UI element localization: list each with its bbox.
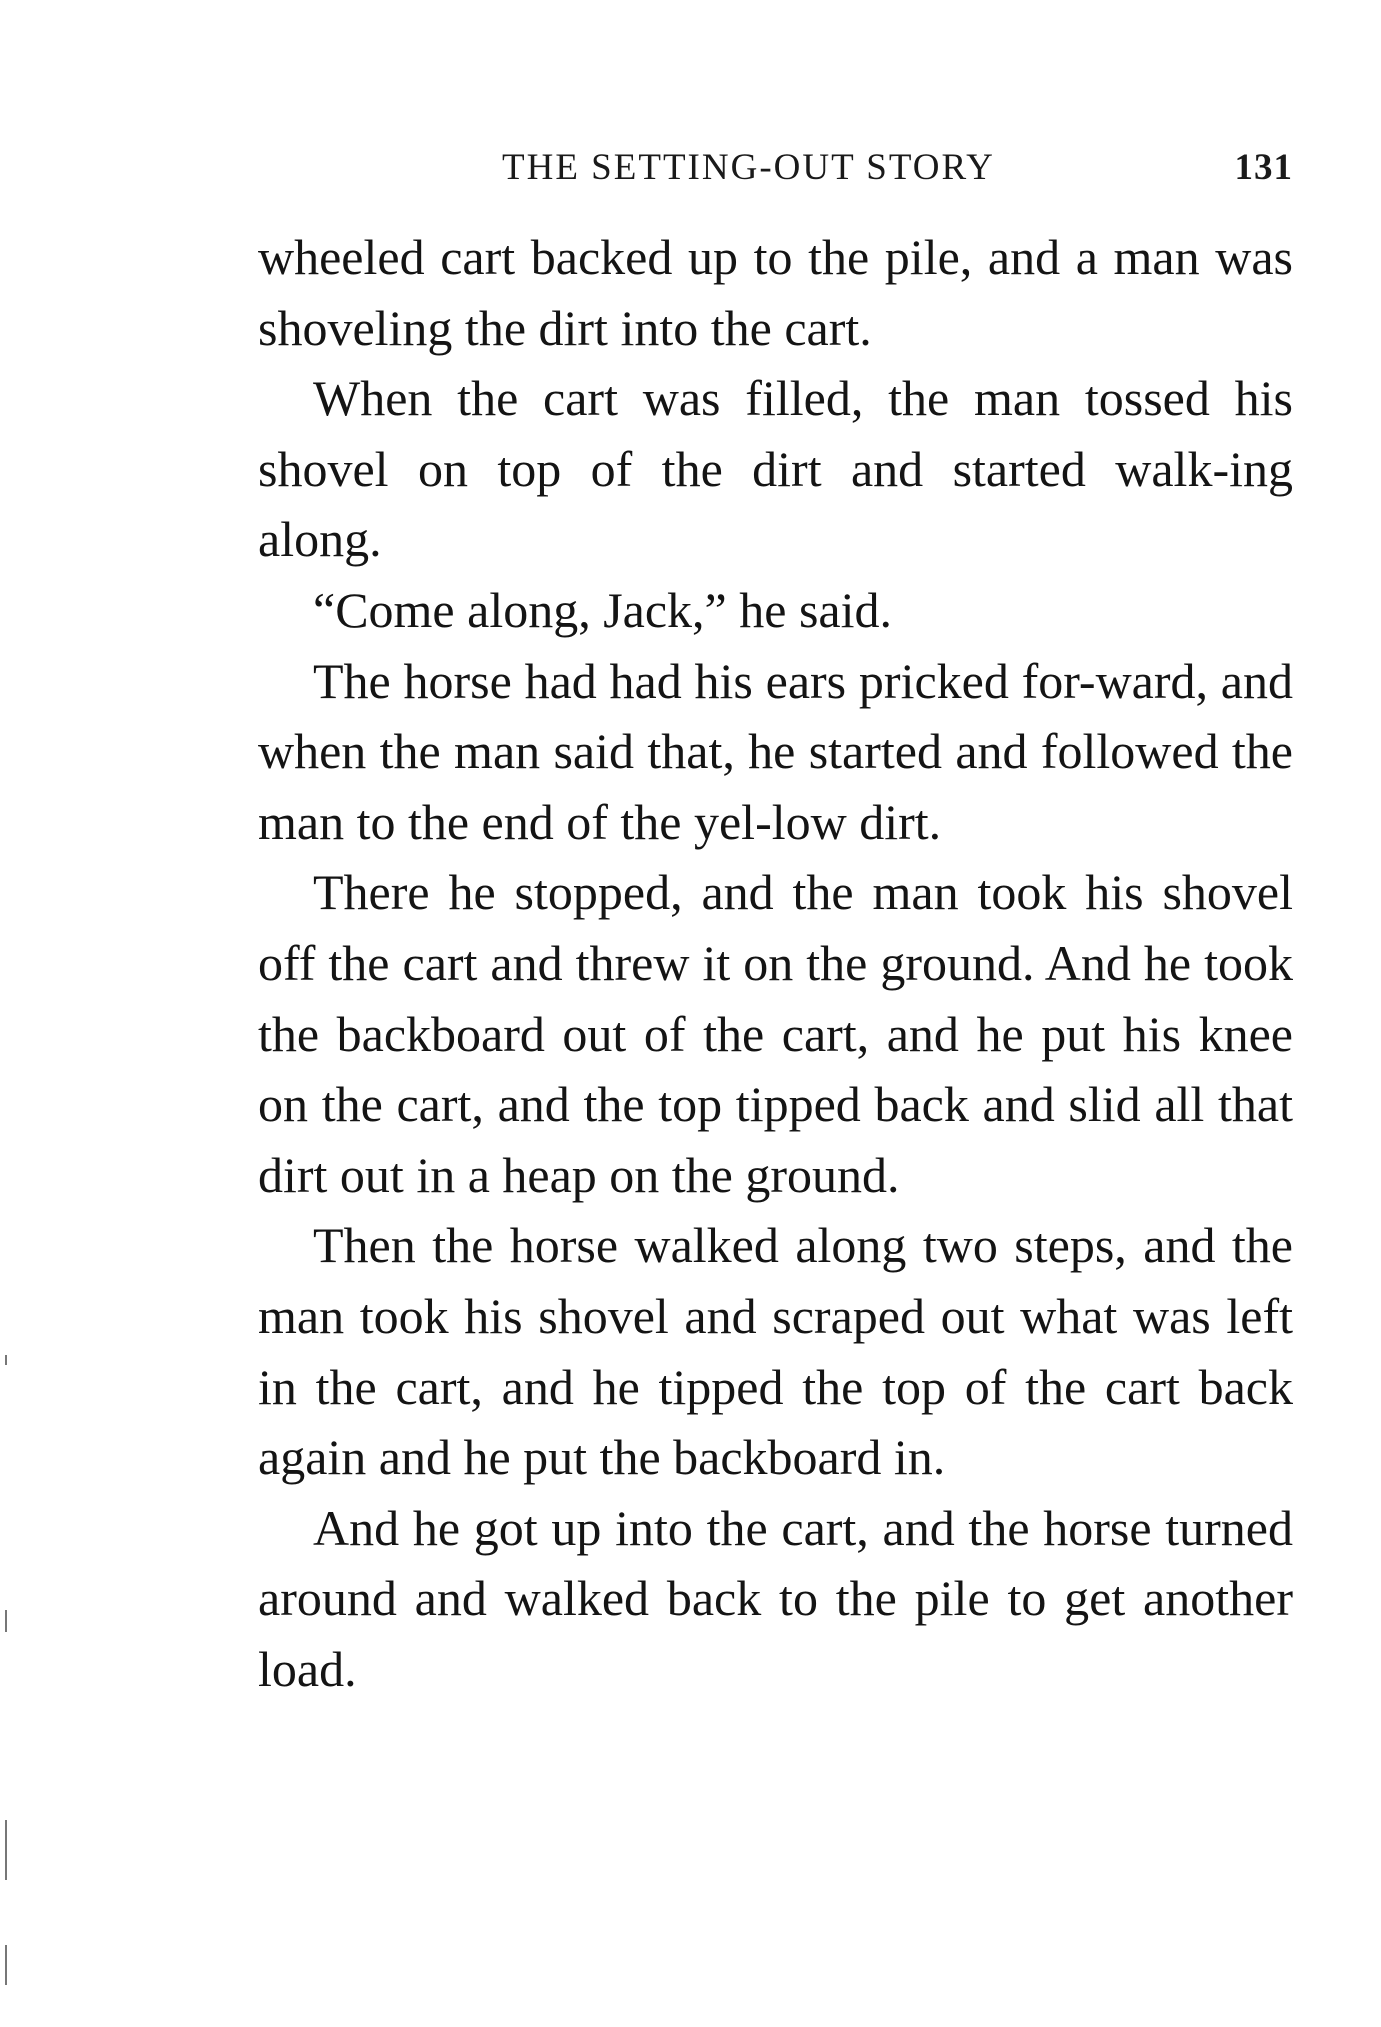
scan-edge-mark: [5, 1820, 7, 1880]
paragraph: When the cart was filled, the man tossed his shovel on top of the dirt and started walk-ing along.: [258, 370, 1293, 568]
running-title: THE SETTING-OUT STORY: [502, 147, 995, 188]
paragraph: The horse had had his ears pricked for-ward, and when the man said that, he started and followed the man to the end of the yel-low dirt.: [258, 652, 1293, 850]
running-head: [258, 146, 1293, 190]
page-number: 131: [1234, 147, 1293, 188]
paragraph: wheeled cart backed up to the pile, and a man was shoveling the dirt into the cart.: [258, 229, 1293, 356]
paragraph: There he stopped, and the man took his shovel off the cart and threw it on the ground. And he took the backboard out of the cart, and he put his knee on the cart, and the top tipped back and slid all that dirt out in a heap on the ground.: [258, 864, 1293, 1203]
scan-edge-mark: [5, 1945, 7, 1985]
paragraph: “Come along, Jack,” he said.: [313, 581, 892, 638]
paragraph: Then the horse walked along two steps, and the man took his shovel and scraped out what was left in the cart, and he tipped the top of the cart back again and he put the backboard in.: [258, 1217, 1293, 1486]
scan-edge-mark: [5, 1355, 7, 1365]
scan-edge-mark: [5, 1610, 7, 1632]
body-text: [258, 222, 1293, 1704]
paragraph: And he got up into the cart, and the horse turned around and walked back to the pile to get another load.: [258, 1499, 1293, 1697]
